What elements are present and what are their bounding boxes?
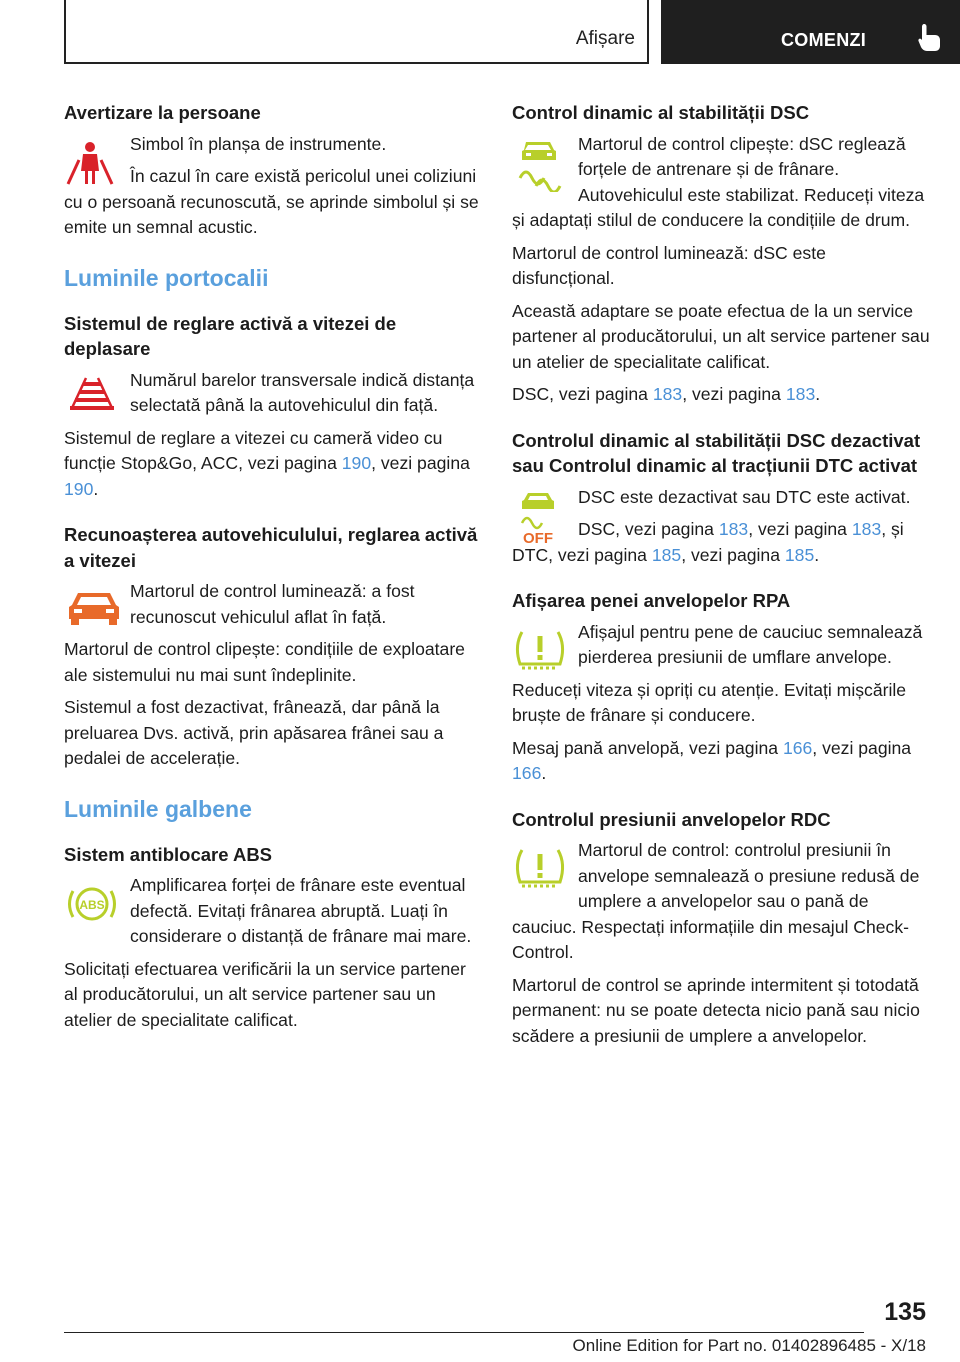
section-rpa xyxy=(512,588,932,787)
section-recunoastere xyxy=(64,522,479,772)
section-title: Sistem antiblocare ABS xyxy=(64,843,273,865)
page-link[interactable]: 183 xyxy=(652,384,683,404)
paragraph: Această adaptare se poate efectua de la un service partener al producătorului, un alt service partener sau un atelier de specialitate calificat. xyxy=(512,300,930,372)
page-link[interactable]: 183 xyxy=(718,519,749,539)
heading-yellow-lights: Luminile galbene xyxy=(64,795,252,822)
paragraph: DSC este dezactivat sau DTC este activat. xyxy=(578,486,911,507)
dsc-skid-icon xyxy=(512,138,578,188)
tire-pressure-warning-icon xyxy=(512,844,578,894)
section-title: Sistemul de reglare activă a vitezei de deplasare xyxy=(64,312,397,359)
heading-orange-lights: Luminile portocalii xyxy=(64,264,269,291)
paragraph: În cazul în care există pericolul unei coliziuni cu o persoană recunoscută, se aprinde simbolul și se emite un semnal acustic. xyxy=(64,166,479,237)
paragraph: Afișajul pentru pene de cauciuc semnalează pierderea presiunii de umflare anvelope. xyxy=(578,621,923,667)
paragraph: Sistemul a fost dezactivat, frânează, dar până la preluarea Dvs. activă, prin apăsarea frânei sau a pedalei de accelerație. xyxy=(64,697,444,768)
page-link[interactable]: 190 xyxy=(341,453,372,473)
page-number: 135 xyxy=(884,1298,926,1326)
footer-divider xyxy=(64,1332,864,1333)
paragraph: Numărul barelor transversale indică distanța selectată până la autovehiculul din față. xyxy=(130,369,475,415)
paragraph: Amplificarea forței de frânare este eventual defectă. Evitați frânarea abruptă. Luați în considerare o distanță de frânare mai mare. xyxy=(130,875,472,946)
distance-bars-icon xyxy=(64,374,130,424)
page-link[interactable]: 183 xyxy=(785,384,816,404)
section-title: Recunoașterea autovehiculului, reglarea activă a vitezei xyxy=(64,524,478,571)
abs-icon-text: ABS xyxy=(79,898,105,912)
paragraph: Sistemul de reglare a vitezei cu cameră video cu funcție Stop&Go, ACC, vezi pagina 190, vezi pagina 190. xyxy=(64,427,470,499)
section-dsc-off xyxy=(512,428,932,569)
page-link[interactable]: 183 xyxy=(851,519,882,539)
section-title: Controlul dinamic al stabilității DSC dezactivat sau Controlul dinamic al tracțiunii DTC activat xyxy=(512,429,921,476)
section-acc xyxy=(64,311,479,503)
tire-pressure-warning-icon xyxy=(512,626,578,676)
section-title: Afișarea penei anvelopelor RPA xyxy=(512,590,791,611)
paragraph: Solicitați efectuarea verificării la un service partener al producătorului, un alt service partener sau un atelier de specialitate calificat. xyxy=(64,958,466,1030)
paragraph: Mesaj pană anvelopă, vezi pagina 166, vezi pagina 166. xyxy=(512,737,912,783)
right-column xyxy=(512,100,932,1069)
footer-edition: Online Edition for Part no. 01402896485 - X/18 xyxy=(572,1336,926,1355)
header-chapter-label: COMENZI xyxy=(781,30,867,50)
section-title: Controlul presiunii anvelopelor RDC xyxy=(512,808,831,830)
paragraph: Reduceți viteza și opriți cu atenție. Evitați mișcările bruște de frânare și conducere. xyxy=(512,679,907,725)
paragraph: Simbol în planșa de instrumente. xyxy=(130,133,387,154)
page-link[interactable]: 166 xyxy=(782,737,813,758)
page-link[interactable]: 185 xyxy=(784,544,815,565)
header-section-box xyxy=(64,0,649,64)
section-dsc xyxy=(512,100,932,408)
section-avertizare xyxy=(64,100,479,241)
dsc-off-icon-text: OFF xyxy=(523,529,553,547)
page-link[interactable]: 190 xyxy=(64,478,94,499)
paragraph: Martorul de control se aprinde intermitent și totodată permanent: nu se poate detecta nicio pană sau nicio scădere a presiunii de umplere a anvelopelor. xyxy=(512,974,920,1046)
abs-icon xyxy=(64,879,130,929)
section-title: Control dinamic al stabilității DSC xyxy=(512,102,810,123)
pedestrian-warning-icon xyxy=(64,138,130,188)
page-link[interactable]: 166 xyxy=(512,763,542,783)
page-link[interactable]: 185 xyxy=(651,544,682,565)
hand-pointer-icon xyxy=(917,22,943,52)
header-chapter-box xyxy=(661,0,960,64)
paragraph: Martorul de control luminează: dSC este disfuncțional. xyxy=(512,242,826,288)
paragraph: Martorul de control: controlul presiunii în anvelope semnalează o presiune redusă de umplere a anvelopelor sau o pană de cauciuc. Respectați informațiile din mesajul Check-Control. xyxy=(512,840,920,962)
car-front-icon xyxy=(64,585,130,635)
dsc-off-icon xyxy=(512,491,578,547)
header-section-label: Afișare xyxy=(575,28,635,49)
section-abs xyxy=(64,842,479,1034)
section-title: Avertizare la persoane xyxy=(64,102,261,123)
paragraph: DSC, vezi pagina 183, vezi pagina 183. xyxy=(512,384,821,404)
paragraph: Martorul de control clipește: condițiile de exploatare ale sistemului nu mai sunt îndeplinite. xyxy=(64,639,465,685)
left-column xyxy=(64,100,479,1053)
paragraph: Martorul de control clipește: dSC reglează forțele de antrenare și de frânare. Autovehiculul este stabilizat. Reduceți viteza și adaptați stilul de conducere la condițiile de drum. xyxy=(512,133,925,230)
section-rdc xyxy=(512,807,932,1050)
paragraph: Martorul de control luminează: a fost recunoscut vehiculul aflat în față. xyxy=(130,581,415,627)
paragraph: DSC, vezi pagina 183, vezi pagina 183, și DTC, vezi pagina 185, vezi pagina 185. xyxy=(512,519,904,565)
